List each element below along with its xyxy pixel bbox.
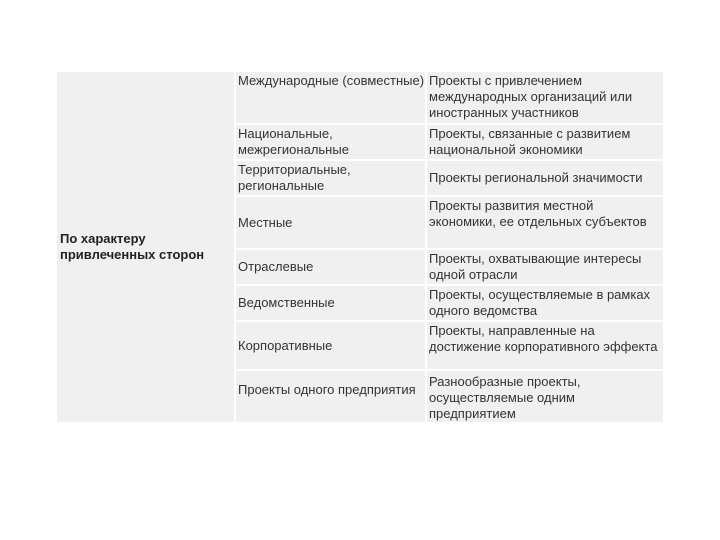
project-type-cell bbox=[236, 161, 425, 195]
project-description-text: Проекты, осуществляемые в рамках одного ведомства bbox=[429, 287, 651, 318]
project-type-cell bbox=[236, 250, 425, 284]
project-description-cell bbox=[427, 125, 663, 159]
project-description-text: Проекты с привлечением международных организаций или иностранных участников bbox=[429, 73, 633, 120]
project-description-cell bbox=[427, 72, 663, 123]
table-row bbox=[236, 197, 663, 248]
table-row bbox=[236, 371, 663, 422]
project-type-label: Корпоративные bbox=[238, 337, 333, 353]
project-description-cell bbox=[427, 250, 663, 284]
project-description-cell bbox=[427, 197, 663, 248]
project-type-label: Отраслевые bbox=[238, 259, 314, 274]
project-description-text: Проекты развития местной экономики, ее отдельных субъектов bbox=[429, 198, 647, 229]
project-type-cell bbox=[236, 371, 425, 422]
table-row bbox=[236, 161, 663, 195]
project-description-text: Проекты, связанные с развитием национальной экономики bbox=[429, 126, 631, 157]
project-type-label: Национальные, межрегиональные bbox=[238, 126, 349, 157]
project-type-label: Территориальные, региональные bbox=[238, 162, 351, 193]
project-type-cell bbox=[236, 197, 425, 248]
table-row bbox=[236, 286, 663, 320]
project-description-cell bbox=[427, 161, 663, 195]
project-description-cell bbox=[427, 286, 663, 320]
project-type-label: Проекты одного предприятия bbox=[238, 382, 416, 397]
table-row bbox=[236, 72, 663, 123]
project-description-text: Проекты, направленные на достижение корпоративного эффекта bbox=[429, 323, 658, 354]
project-description-cell bbox=[427, 371, 663, 422]
project-description-text: Проекты, охватывающие интересы одной отрасли bbox=[429, 251, 642, 282]
project-description-cell bbox=[427, 322, 663, 369]
table-row bbox=[236, 250, 663, 284]
table-row bbox=[236, 125, 663, 159]
project-type-cell bbox=[236, 72, 425, 123]
table-row bbox=[236, 322, 663, 369]
group-cell bbox=[57, 72, 234, 422]
project-type-cell bbox=[236, 322, 425, 369]
project-classification-table bbox=[57, 72, 663, 422]
project-type-cell bbox=[236, 125, 425, 159]
project-type-label: Местные bbox=[238, 214, 293, 230]
group-label: По характеру привлеченных сторон bbox=[60, 231, 205, 262]
project-type-cell bbox=[236, 286, 425, 320]
project-type-label: Международные (совместные) bbox=[238, 73, 425, 88]
project-description-text: Проекты региональной значимости bbox=[429, 170, 643, 185]
project-type-label: Ведомственные bbox=[238, 295, 335, 310]
project-description-text: Разнообразные проекты, осуществляемые одним предприятием bbox=[429, 374, 581, 421]
